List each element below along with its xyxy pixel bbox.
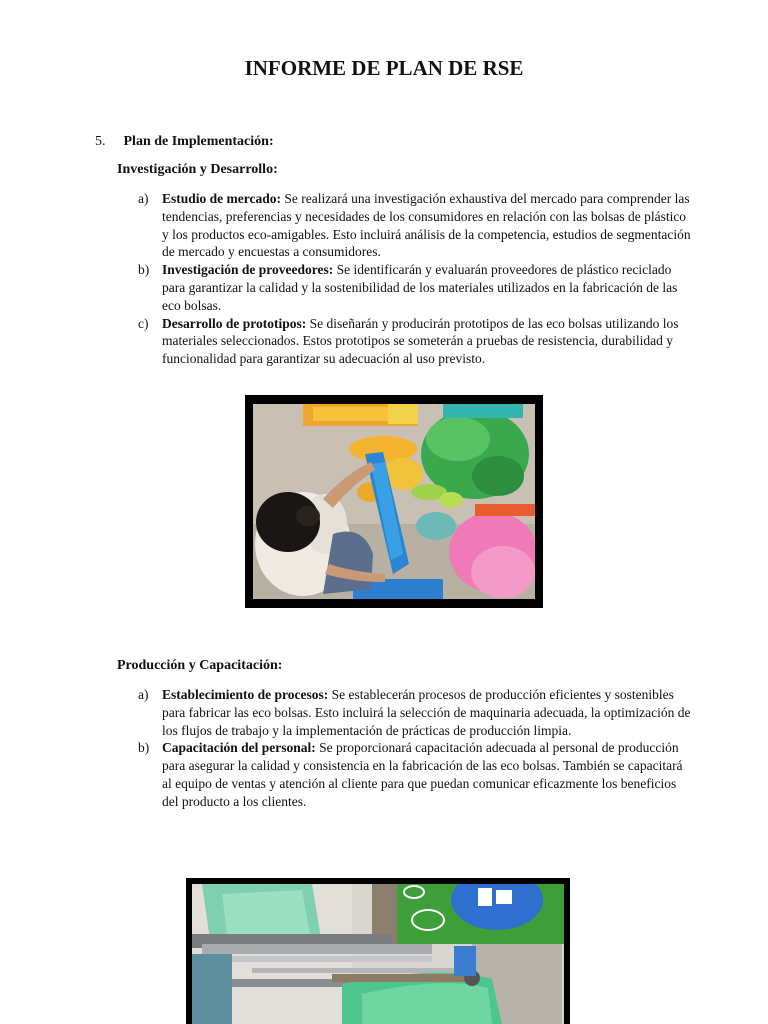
list-item bbox=[138, 686, 693, 739]
manufacturing-photo bbox=[186, 878, 570, 1024]
list-marker: a) bbox=[138, 687, 149, 702]
research-list bbox=[138, 190, 693, 368]
item-text: Se establecerán procesos de producción eficientes y sostenibles para fabricar las eco bolsas. Esto incluirá la selección de maquinaria adecuada, la optimización de los flujos de trabajo y la implementación de prácticas de producción limpia. bbox=[162, 687, 691, 738]
section-title: Plan de Implementación: bbox=[123, 134, 274, 149]
item-text: Se proporcionará capacitación adecuada al personal de producción para asegurar la calidad y consistencia en la fabricación de las eco bolsas. También se capacitará al equipo de ventas y atención al cliente para que puedan comunicar eficazmente los beneficios del producto a los clientes. bbox=[162, 740, 683, 809]
list-marker: c) bbox=[138, 315, 149, 331]
item-text: Se realizará una investigación exhaustiva del mercado para comprender las tendencias, preferencias y necesidades de los consumidores en relación con las bolsas de plástico y los productos eco-amigables. Esto incluirá análisis de la competencia, estudios de segmentación de mercado y encuestas a consumidores. bbox=[162, 191, 691, 260]
plastic-sorting-photo bbox=[245, 395, 543, 608]
production-list bbox=[138, 686, 693, 811]
manufacturing-image bbox=[192, 884, 564, 1024]
item-text: Se diseñarán y producirán prototipos de las eco bolsas utilizando los materiales seleccionados. Estos prototipos se someterán a pruebas de resistencia, durabilidad y funcionalidad para garantizar su adecuación al uso previsto. bbox=[162, 315, 679, 367]
list-marker: b) bbox=[138, 262, 150, 278]
section-heading bbox=[95, 134, 274, 150]
item-lead: Establecimiento de procesos: bbox=[162, 687, 329, 702]
list-item bbox=[138, 315, 693, 368]
item-text: Se identificarán y evaluarán proveedores de plástico reciclado para garantizar la calidad y la sostenibilidad de los materiales utilizados en la fabricación de las eco bolsas. bbox=[162, 262, 678, 313]
section-number: 5. bbox=[95, 134, 106, 149]
list-item bbox=[138, 739, 693, 810]
plastic-sorting-image bbox=[253, 404, 535, 599]
document-title: INFORME DE PLAN DE RSE bbox=[244, 56, 524, 80]
list-marker: a) bbox=[138, 191, 149, 206]
list-marker: b) bbox=[138, 740, 150, 756]
list-item bbox=[138, 190, 693, 261]
item-lead: Desarrollo de prototipos: bbox=[162, 315, 307, 331]
item-lead: Investigación de proveedores: bbox=[162, 262, 334, 278]
item-lead: Estudio de mercado: bbox=[162, 191, 282, 206]
research-heading: Investigación y Desarrollo: bbox=[117, 162, 278, 177]
item-lead: Capacitación del personal: bbox=[162, 740, 316, 756]
production-heading: Producción y Capacitación: bbox=[117, 658, 283, 673]
list-item bbox=[138, 261, 693, 314]
